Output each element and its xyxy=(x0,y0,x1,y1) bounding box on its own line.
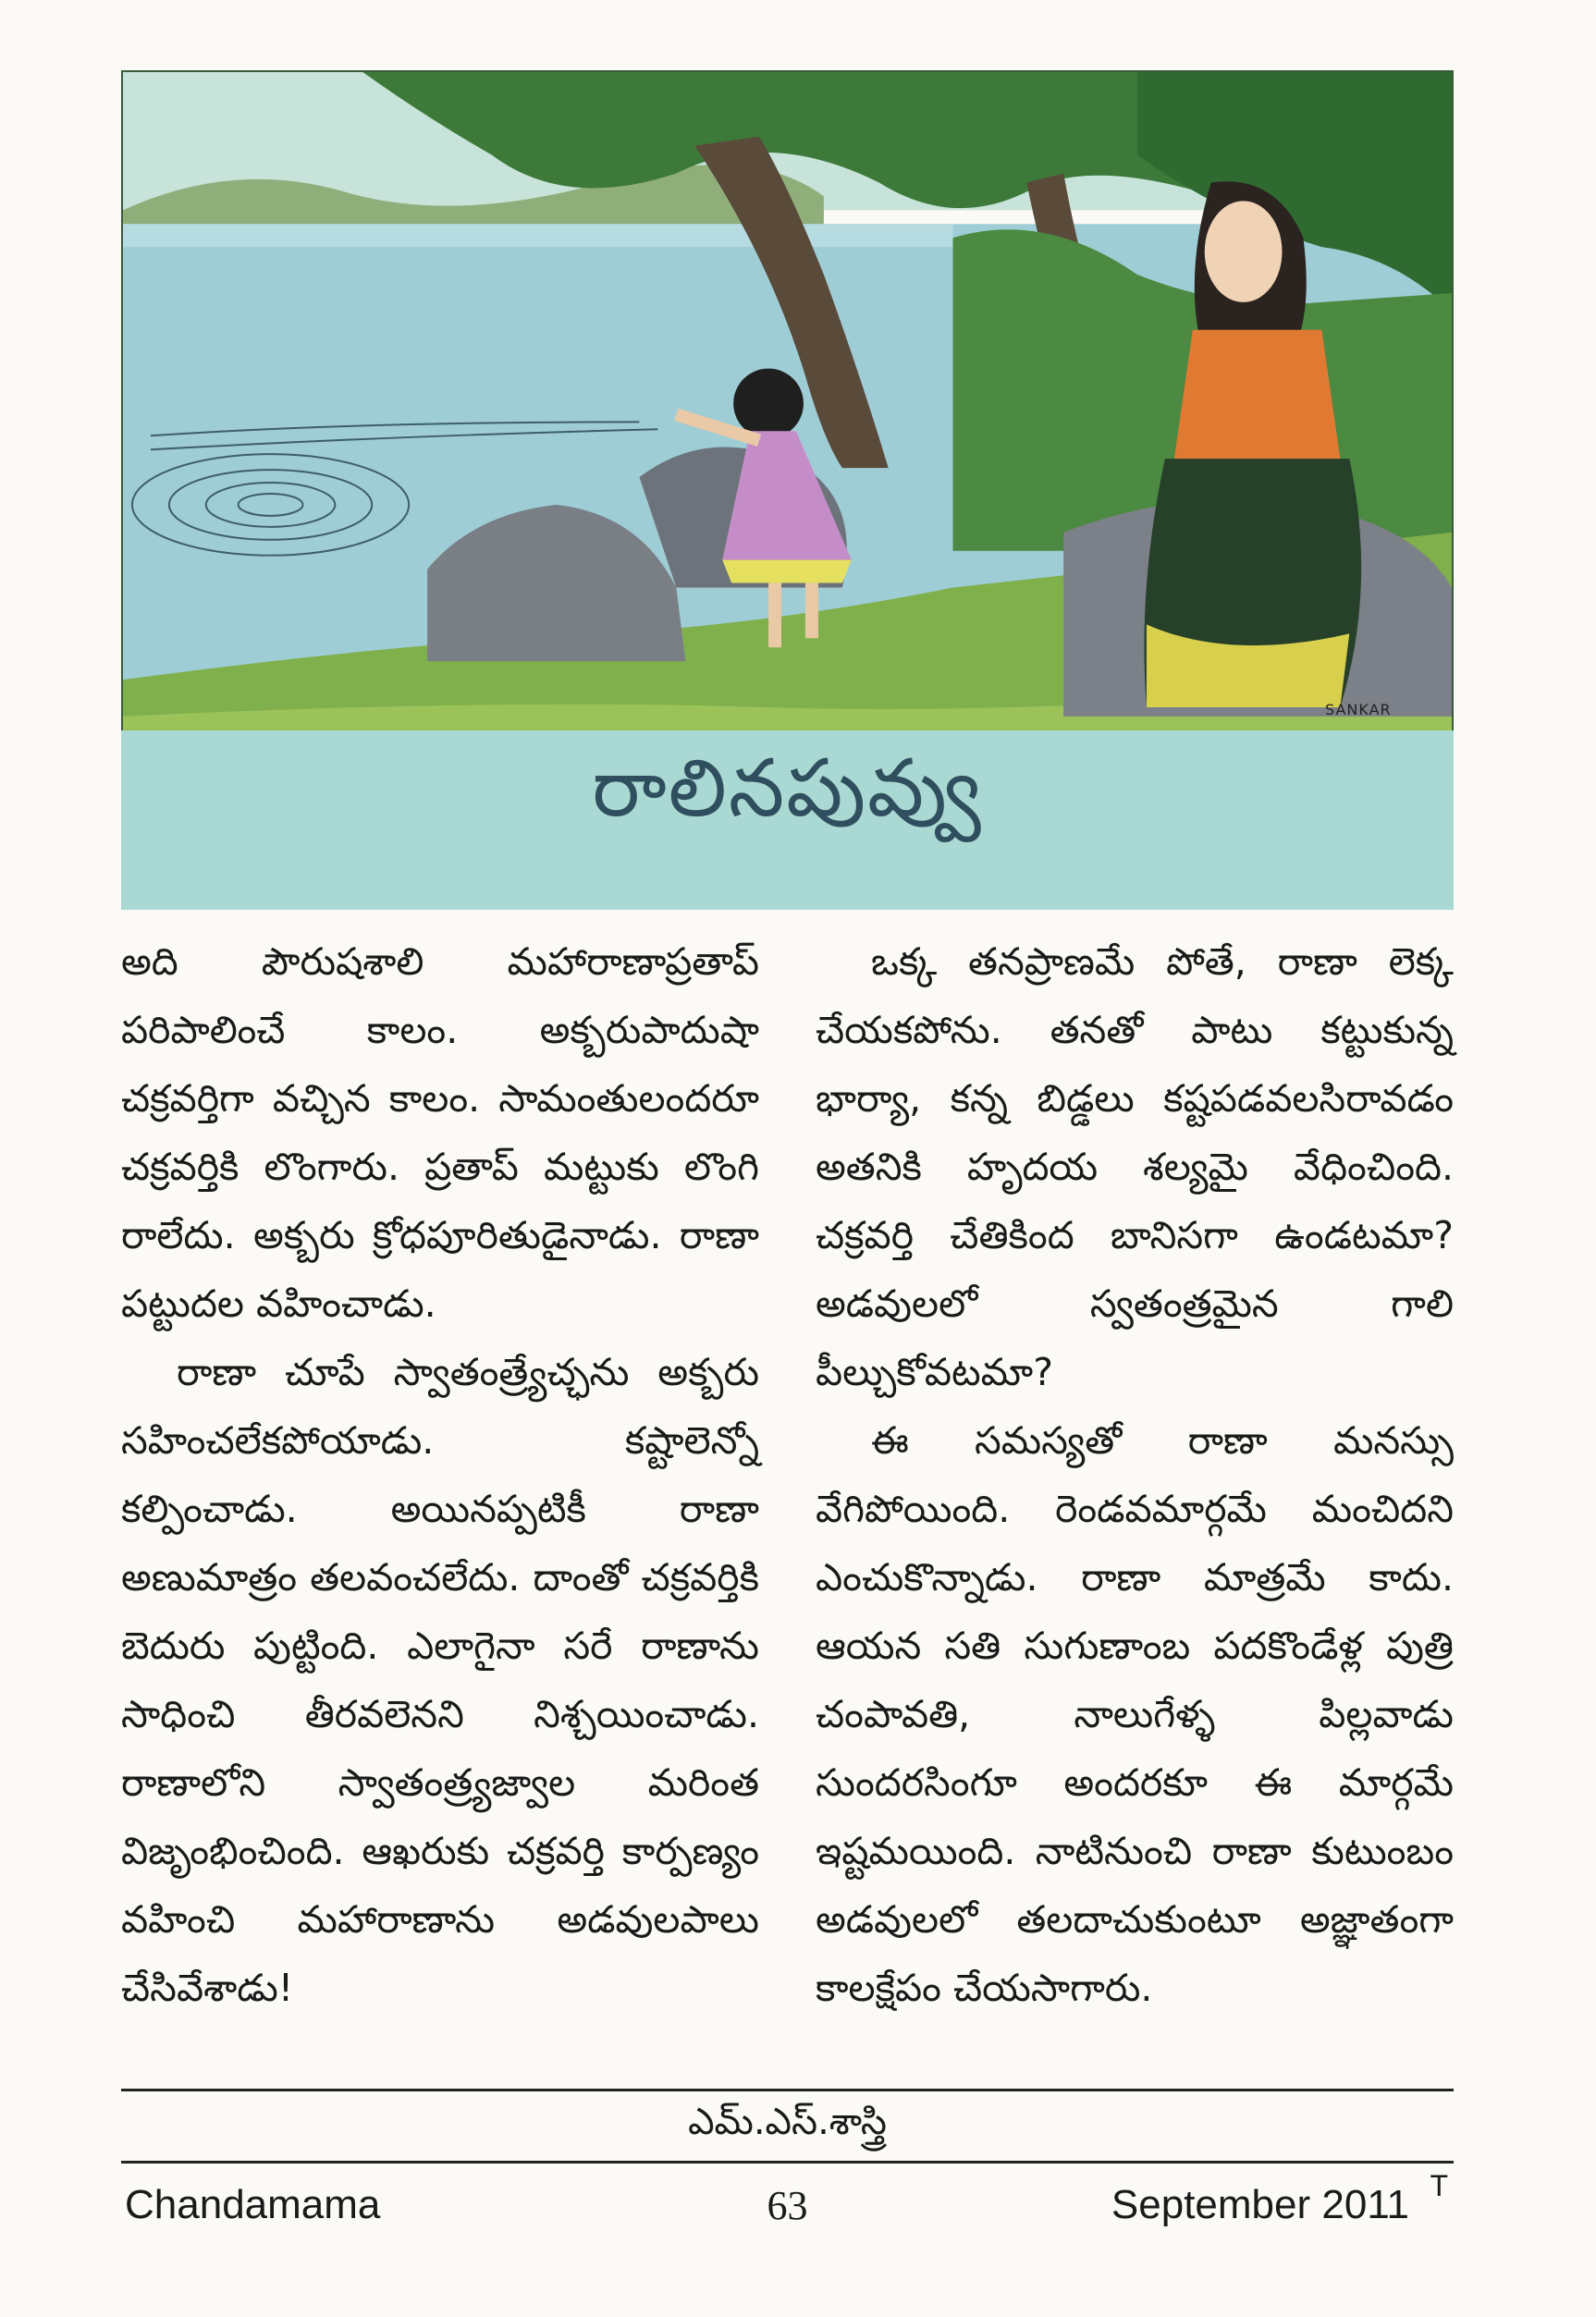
left-column xyxy=(121,927,759,2065)
illustration-signature: SANKAR xyxy=(1325,701,1392,718)
story-body xyxy=(121,927,1454,2065)
story-title: రాలినపువ్వు xyxy=(592,742,983,835)
right-column xyxy=(816,927,1454,2065)
page-number: 63 xyxy=(767,2183,808,2228)
divider-top xyxy=(121,2089,1454,2091)
corner-mark: T xyxy=(1430,2169,1448,2202)
page-footer xyxy=(121,2169,1454,2237)
paragraph: అది పౌరుషశాలి మహారాణాప్రతాప్ పరిపాలించే కాలం. అక్బరుపాదుషా చక్రవర్తిగా వచ్చిన కాలం. సామంతులందరూ చక్రవర్తికి లొంగారు. ప్రతాప్ మట్టుకు లొంగి రాలేదు. అక్బరు క్రోధపూరితుడైనాడు. రాణా పట్టుదల వహించాడు. xyxy=(121,939,759,1326)
divider-bottom xyxy=(121,2161,1454,2164)
issue-date: September 2011 xyxy=(1111,2182,1409,2227)
magazine-name: Chandamama xyxy=(125,2182,381,2227)
paragraph: రాణా చూపే స్వాతంత్ర్యేచ్ఛను అక్బరు సహించలేకపోయాడు. కష్టాలెన్నో కల్పించాడు. అయినప్పటికీ రాణా అణుమాత్రం తలవంచలేదు. దాంతో చక్రవర్తికి బెదురు పుట్టింది. ఎలాగైనా సరే రాణాను సాధించి తీరవలెనని నిశ్చయించాడు. రాణాలోని స్వాతంత్ర్యజ్వాల మరింత విజృంభించింది. ఆఖరుకు చక్రవర్తి కార్పణ్యం వహించి మహారాణాను అడవులపాలు చేసివేశాడు! xyxy=(121,1350,759,2010)
paragraph: ఒక్క తనప్రాణమే పోతే, రాణా లెక్క చేయకపోను. తనతో పాటు కట్టుకున్న భార్యా, కన్న బిడ్డలు కష్టపడవలసిరావడం అతనికి హృదయ శల్యమై వేధించింది. చక్రవర్తి చేతికింద బానిసగా ఉండటమా? అడవులలో స్వతంత్రమైన గాలి పీల్చుకోవటమా? xyxy=(816,939,1454,1394)
paragraph: ఈ సమస్యతో రాణా మనస్సు వేగిపోయింది. రెండవమార్గమే మంచిదని ఎంచుకొన్నాడు. రాణా మాత్రమే కాదు. ఆయన సతి సుగుణాంబ పదకొండేళ్ల పుత్రి చంపావతి, నాలుగేళ్ళ పిల్లవాడు సుందరసింగూ అందరకూ ఈ మార్గమే ఇష్టమయింది. నాటినుంచి రాణా కుటుంబం అడవులలో తలదాచుకుంటూ అజ్ఞాతంగా కాలక్షేపం చేయసాగారు. xyxy=(816,1418,1454,2010)
title-band xyxy=(121,730,1454,910)
author-name: ఎమ్.ఎస్.శాస్త్రి xyxy=(688,2101,887,2143)
